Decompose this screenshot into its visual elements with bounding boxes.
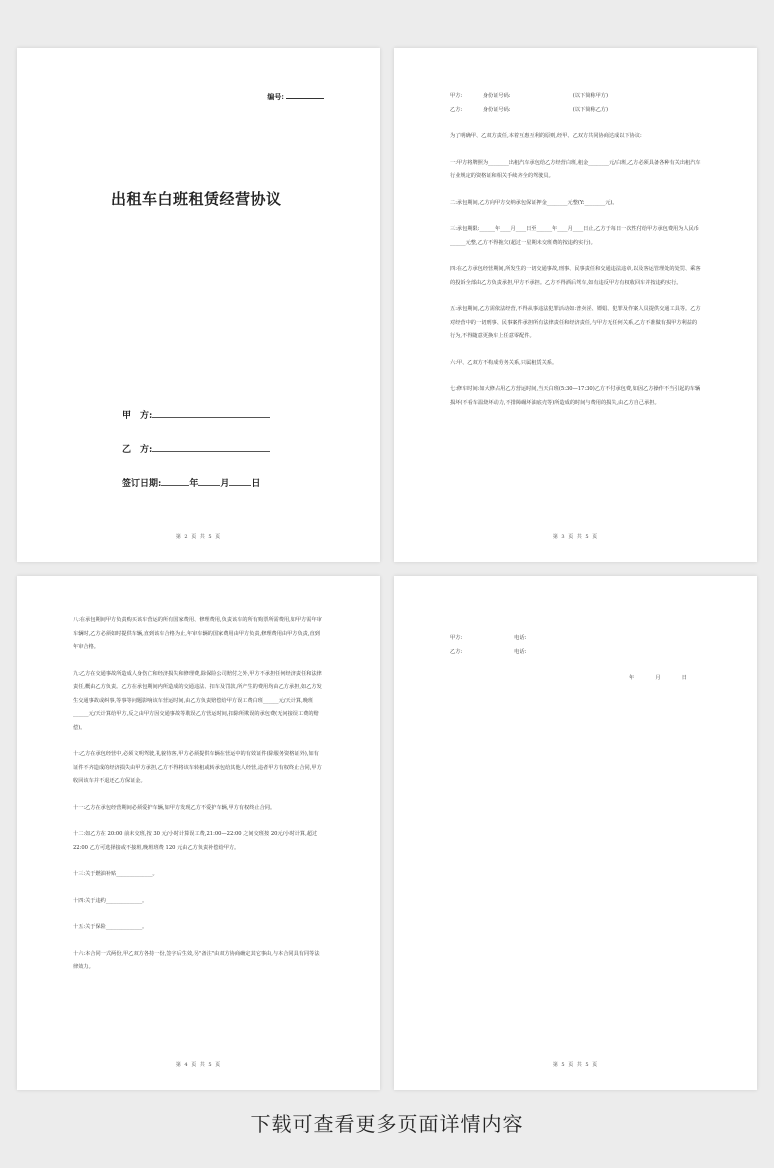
paragraph: 十三:关于燃油补贴______________。 [73,871,158,877]
signature-date: 年 月 日 [629,675,695,681]
page-footer: 第 3 页 共 5 页 [552,534,599,540]
paragraph: 十四:关于违约______________。 [73,897,148,904]
paragraph: 九:乙方在交通事故所造成人身伤亡和经济损失和修理费,除保险公司赔付之外,甲方不承担任何经济责任和法律责任,概由乙方负责。乙方在承包期间内所造成的交通违法、扣车及罚款,所产生的费用均由乙方承担,如乙方发生交通事故或纠事,等事等问题影响该车营运时间,由乙方负责赔偿给甲方误工费白班______元/天计算,晚班______元/天计算给甲方,反之由甲方因交通事故等耽误乙方营运时间,扣除所欺误的承包费(无问接误工费的赔偿)。 [73,670,322,731]
paragraph: 一:甲方将牌照为________出租汽车承包给乙方经营白班,租金________元/白班,乙方必须具备各种有关出租汽车行业规定的资格证和相关手续齐全的驾驶员。 [450,159,701,179]
party-a-blank [152,408,270,418]
paragraph: 十六:本合同一式两份,甲乙双方各持一份,签字后生效,另"备注"由双方协商确定其它事由,与本合同具有同等法律效力。 [73,950,320,970]
serial-label: 编号: [267,92,284,101]
page-5-body [450,632,701,686]
party-a-label: 甲 方: [122,411,153,421]
year-blank [161,476,189,486]
party-b-row [122,442,270,476]
document-page-4 [17,576,380,1090]
party-b-label: 乙 方: [122,445,153,455]
paragraph: 四:在乙方承包经营期间,所发生的一切交通事故,刑事、民事责任和交通违法违章,以及客运管理处的处罚、乘客的投诉全部由乙方负责承担,甲方不承担。乙方不得酒后驾车,如有违反甲方有权收回车并按违约实行。 [450,266,701,286]
paragraph: 三:承包期限:______年____月____日至______年____月____日止,乙方于每日一次性付给甲方承包费用为人民币______元整,乙方不得拖欠(超过一星期未交班费的按违约实行)。 [450,226,699,246]
paragraph: 为了明确甲、乙双方责任,本着互惠互利的原则,经甲、乙双方共同协商达成以下协议: [450,133,642,139]
paragraph: 甲方: 身份证号码: (以下简称甲方) [450,93,608,99]
month-blank [198,476,220,486]
document-page-cover [17,48,380,562]
paragraph: 五:承包期间,乙方需依法经营,不得从事违法犯罪活动如:普卖淫、嫖娼、犯罪及作案人员提供交通工具等。乙方对经营中的一切刑事、民事案件承担所有法律责任和经济责任,与甲方无任何关系,乙方不准做有损甲方利益的行为,不得随意更换车上任意零配件。 [450,306,701,339]
day-blank [229,476,251,486]
party-a-label: 甲方: [450,635,463,641]
download-caption: 下载可查看更多页面详情内容 [250,1112,524,1136]
phone-b-label: 电话: [514,648,527,655]
day-label: 日 [251,479,261,489]
paragraph: 二:承包期间,乙方向甲方交纳承包保证押金________元整(Y:________元)。 [450,199,618,206]
page-footer: 第 5 页 共 5 页 [552,1062,599,1068]
party-a-signature-row [450,632,701,646]
paragraph: 乙方: 身份证号码: (以下简称乙方) [450,106,608,113]
sign-date-row [122,476,270,510]
party-b-blank [152,442,270,452]
document-page-3 [394,48,757,562]
paragraph: 八:在承包期间甲方负责购买该车营运的所有国家费用、修理费用,负责该车的所有购票所需费用,如甲方需年审车辆时,乙方必须如时提供车辆,直到该车合格为止,年审车辆的国家费用由甲方负责,修理费用由甲方负责,直到年审合格。 [73,617,322,650]
paragraph: 七:修车时间:如大修占用乙方营运时间,当天白班(5:30—17:30)乙方不付承包费,如因乙方操作不当引起的车辆损坏(不看车温烧坏动力,不排障碾坏油底壳等)所造成的时间与费用的损失,由乙方自己承担。 [450,386,701,406]
agreement-title: 出租车白班租赁经营协议 [111,190,282,208]
page-footer: 第 2 页 共 5 页 [175,534,222,540]
sign-date-label: 签订日期: [122,479,162,489]
year-label: 年 [189,479,199,489]
serial-blank [286,92,324,99]
paragraph: 十二:如乙方在 20:00 前未交班,按 30 元/小时计算误工费,21:00—22:00 之间交班按 20元/小时计算,超过 22:00 乙方可选择接或不接班,晚班班费 120 元由乙方负责补偿给甲方。 [73,831,318,851]
page-footer: 第 4 页 共 5 页 [175,1062,222,1068]
paragraph: 十一:乙方在承包经营期间必须爱护车辆,如甲方发现乙方不爱护车辆,甲方有权终止合同。 [73,804,276,811]
serial-number-field [267,92,324,102]
cover-signature-fields [122,408,270,510]
paragraph: 十:乙方在承包经营中,必须文明驾驶,礼貌待客,甲方必须提供车辆在营运中的有效证件(除服务资格证外),如有证件不齐造成的经济损失由甲方承担,乙方不得将该车转租或转承包给其他人经营,违者甲方有权终止合同,甲方收回该车并不退还乙方保证金。 [73,751,322,784]
paragraph: 六:甲、乙双方不构成劳务关系,只属租赁关系。 [450,359,558,366]
month-label: 月 [220,479,230,489]
party-a-row [122,408,270,442]
party-b-signature-row [450,646,701,660]
page-4-body [73,614,324,975]
document-page-5 [394,576,757,1090]
page-3-body [450,90,701,410]
phone-a-label: 电话: [514,635,527,641]
paragraph: 十五:关于保险______________。 [73,924,148,930]
party-b-label: 乙方: [450,648,463,655]
